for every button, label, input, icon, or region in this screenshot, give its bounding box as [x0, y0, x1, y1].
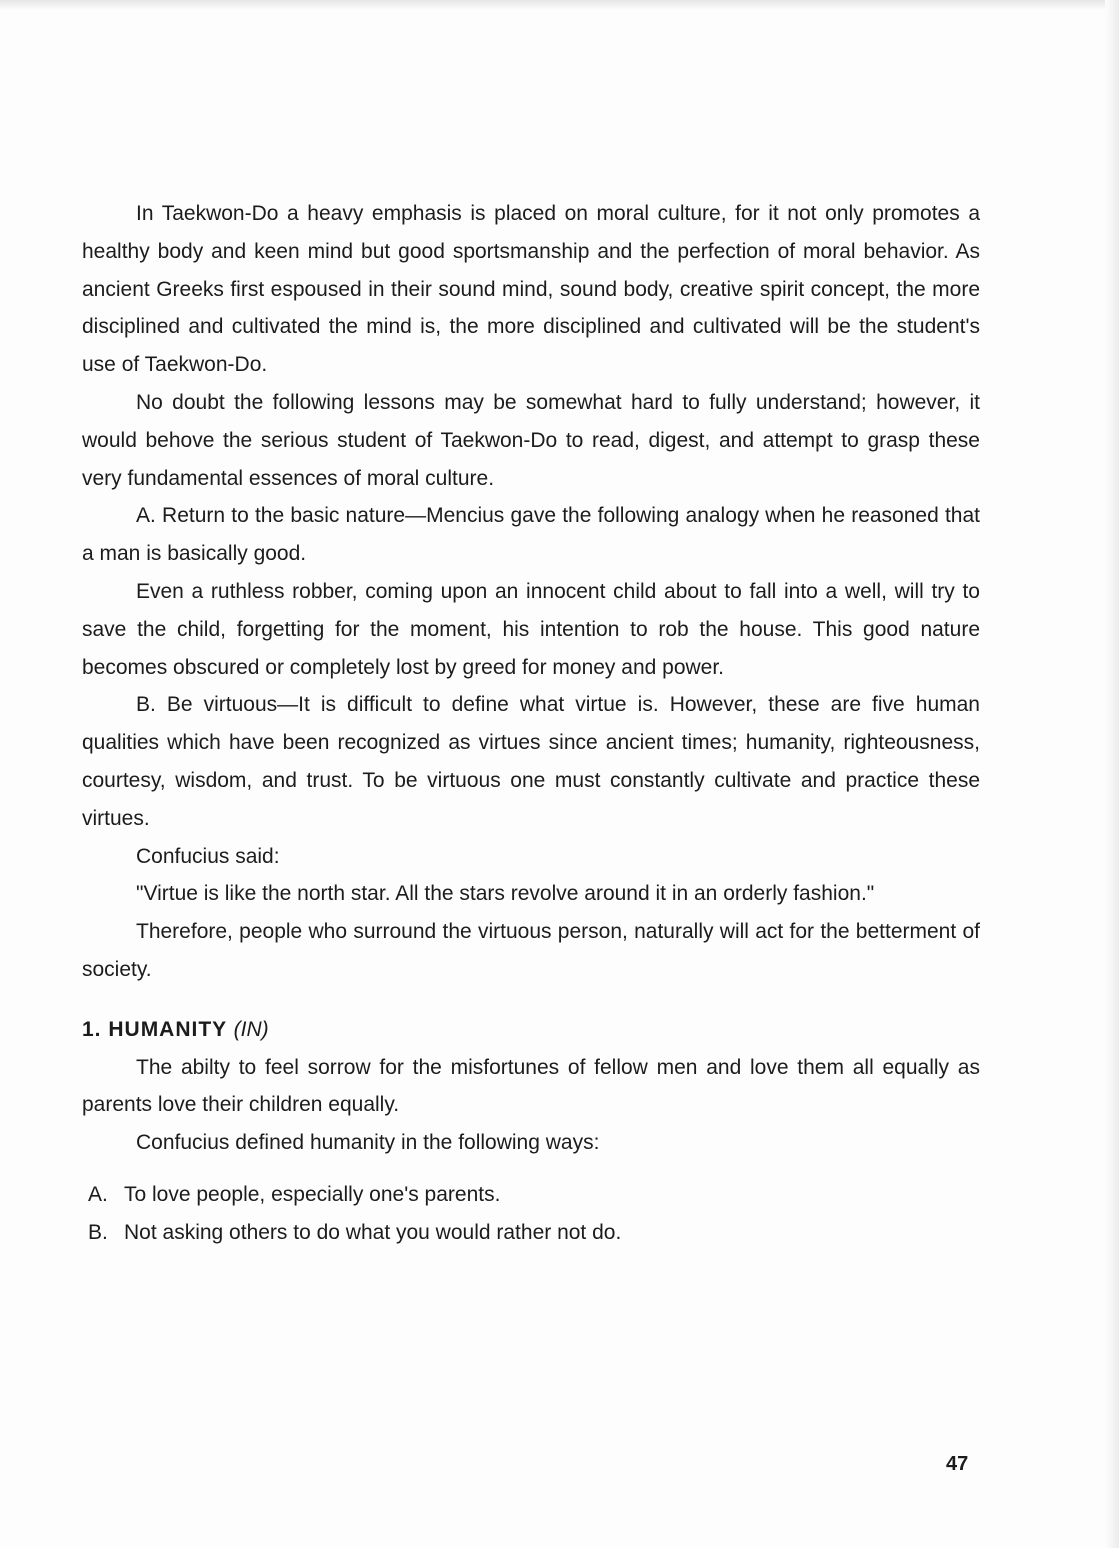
paragraph-humanity-definition: The abilty to feel sorrow for the misfortunes of fellow men and love them all equally as parents love their children equally.: [82, 1055, 980, 1117]
paragraph-north-star-quote: "Virtue is like the north star. All the stars revolve around it in an orderly fashion.": [136, 882, 875, 906]
list-item-marker: B.: [88, 1220, 108, 1244]
section-number: 1.: [82, 1017, 102, 1041]
page-number: 47: [946, 1453, 969, 1475]
page-top-shadow: [0, 0, 1119, 10]
list-item: [88, 1214, 980, 1252]
paragraph-intro: In Taekwon-Do a heavy emphasis is placed on moral culture, for it not only promotes a healthy body and keen mind but good sportsmanship and the perfection of moral behavior. As ancient Greeks first espoused in their sound mind, sound body, creative spirit concept, the more disciplined and cultivated the mind is, the more disciplined and cultivated will be the student's use of Taekwon-Do.: [82, 202, 980, 377]
list-item: [88, 1176, 980, 1214]
list-item-text: Not asking others to do what you would rather not do.: [124, 1220, 622, 1244]
section-subtitle: (IN): [233, 1017, 269, 1041]
paragraph-robber-analogy: Even a ruthless robber, coming upon an innocent child about to fall into a well, will try to save the child, forgetting for the moment, his intention to rob the house. This good nature becomes obscured or completely lost by greed for money and power.: [82, 579, 980, 679]
section-heading-humanity: [82, 1011, 980, 1049]
page-right-shadow: [1105, 0, 1119, 1548]
paragraph-be-virtuous: B. Be virtuous—It is difficult to define what virtue is. However, these are five human qualities which have been recognized as virtues since ancient times; humanity, righteousness, courtesy, wisdom, and trust. To be virtuous one must constantly cultivate and practice these virtues.: [82, 693, 980, 830]
humanity-list: [88, 1176, 980, 1252]
body-text: [82, 195, 980, 1252]
paragraph-betterment: Therefore, people who surround the virtuous person, naturally will act for the betterment of society.: [82, 920, 980, 981]
paragraph-confucius-defined: Confucius defined humanity in the following ways:: [136, 1131, 600, 1155]
list-item-text: To love people, especially one's parents.: [124, 1182, 501, 1206]
list-item-marker: A.: [88, 1182, 108, 1206]
paragraph-basic-nature: A. Return to the basic nature—Mencius gave the following analogy when he reasoned that a man is basically good.: [82, 504, 980, 566]
section-title: HUMANITY: [108, 1017, 227, 1041]
paragraph-confucius-said: Confucius said:: [136, 844, 280, 868]
paragraph-lessons: No doubt the following lessons may be somewhat hard to fully understand; however, it would behove the serious student of Taekwon-Do to read, digest, and attempt to grasp these very fundamental essences of moral culture.: [82, 390, 980, 490]
